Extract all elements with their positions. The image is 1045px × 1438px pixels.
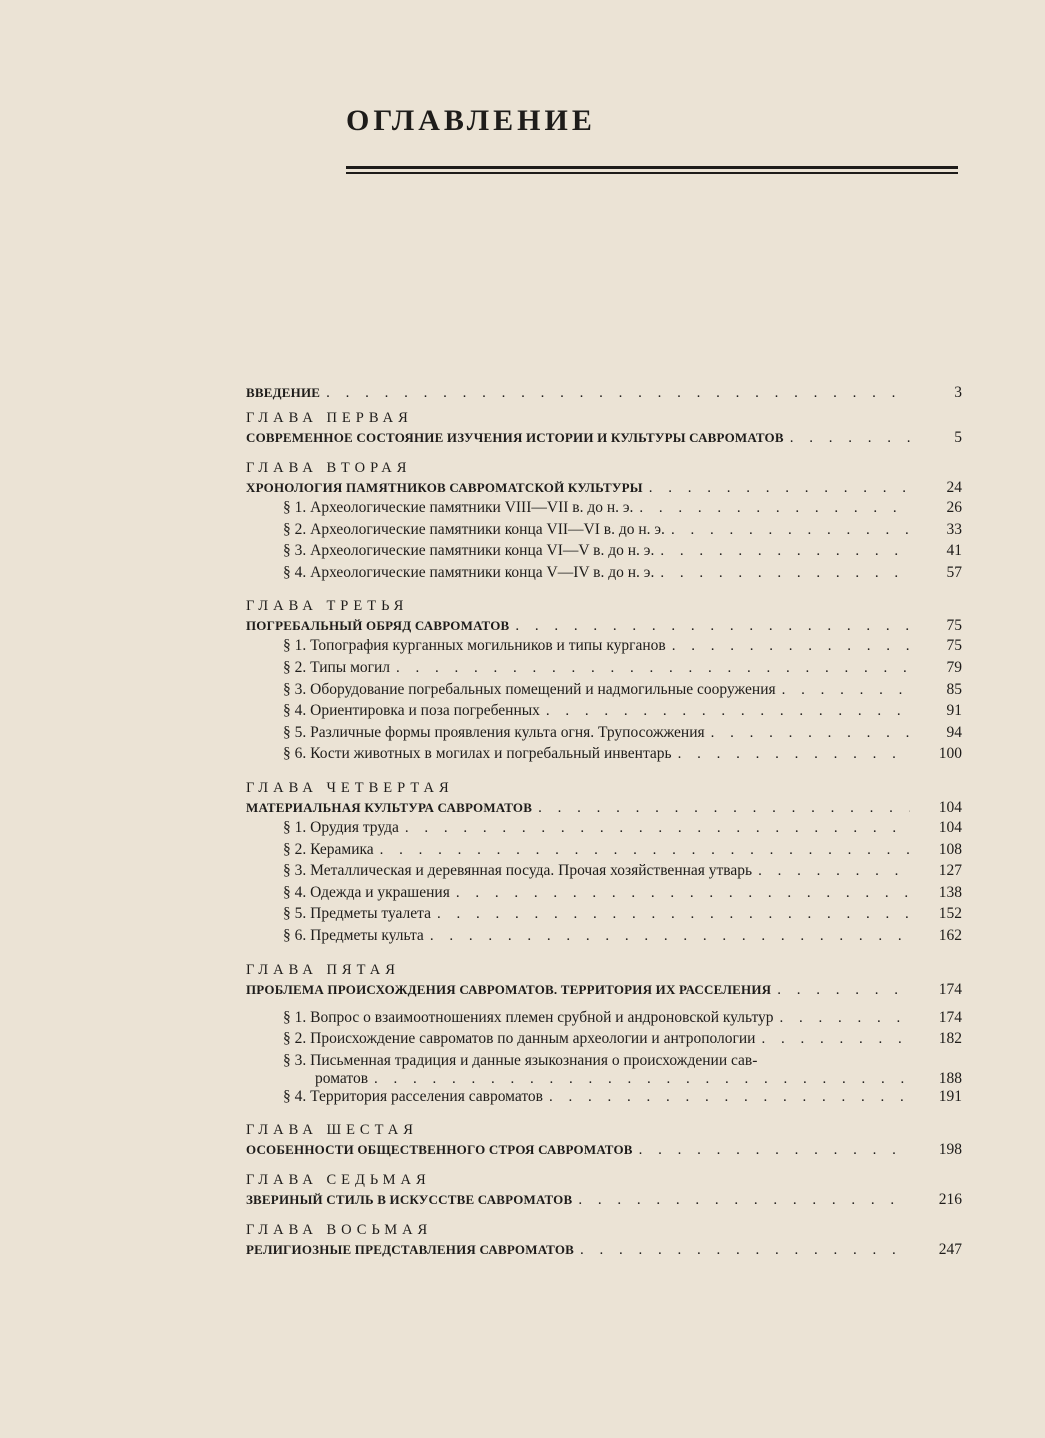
toc-entry-chapter[interactable] [246, 617, 962, 635]
toc-entry-section[interactable] [283, 724, 962, 746]
chapter-heading: ГЛАВА ПЕРВАЯ [246, 410, 413, 426]
chapter-5 [246, 962, 962, 1110]
title-rule-second [346, 172, 958, 174]
section-label: § 4. Ориентировка и поза погребенных [283, 702, 540, 720]
page-number: 85 [946, 680, 962, 698]
section-list [246, 1009, 962, 1110]
chapter-heading: ГЛАВА ТРЕТЬЯ [246, 598, 409, 615]
page-number: 33 [946, 520, 962, 538]
toc-entry-section[interactable] [283, 1030, 962, 1052]
dot-leader [450, 885, 910, 902]
chapter-heading: ГЛАВА ПЯТАЯ [246, 961, 400, 978]
section-label: § 1. Вопрос о взаимоотношениях племен срубной и андроновской культур [283, 1008, 774, 1026]
page-number: 75 [946, 637, 962, 655]
section-label: § 2. Происхождение савроматов по данным археологии и антропологии [283, 1030, 756, 1048]
toc-entry-section[interactable] [283, 1052, 962, 1088]
toc-entry-section[interactable] [283, 521, 962, 543]
section-label-continued: роматов [315, 1069, 369, 1087]
dot-leader [540, 703, 910, 720]
dot-leader [666, 638, 910, 655]
dot-leader [509, 618, 910, 635]
toc-entry-chapter[interactable] [246, 429, 962, 447]
page-number: 198 [938, 1141, 962, 1159]
chapter-heading: ГЛАВА ЧЕТВЕРТАЯ [246, 779, 454, 796]
page-number: 182 [938, 1030, 962, 1048]
page-number: 79 [946, 658, 962, 676]
page-number: 174 [938, 980, 962, 998]
chapter-4 [246, 780, 962, 949]
dot-leader [672, 746, 910, 763]
section-label: § 3. Металлическая и деревянная посуда. Прочая хозяйственная утварь [283, 862, 753, 880]
section-label: § 3. Оборудование погребальных помещений и надмогильные сооружения [283, 680, 776, 698]
section-label: § 2. Керамика [283, 840, 374, 858]
chapter-2 [246, 460, 962, 585]
chapter-title: МАТЕРИАЛЬНАЯ КУЛЬТУРА САВРОМАТОВ [246, 799, 533, 815]
toc-entry-section[interactable] [283, 637, 962, 659]
section-label: § 5. Предметы туалета [283, 905, 431, 923]
intro-label: ВВЕДЕНИЕ [246, 385, 321, 400]
page-number: 41 [946, 542, 962, 560]
chapter-7 [246, 1172, 962, 1209]
toc-entry-section[interactable] [283, 1088, 962, 1110]
section-list [246, 819, 962, 949]
toc-entry-section[interactable] [283, 745, 962, 767]
chapter-6 [246, 1122, 962, 1159]
page-number: 108 [938, 840, 962, 858]
page-number: 104 [938, 798, 962, 816]
dot-leader [574, 1242, 910, 1259]
page-number: 191 [938, 1087, 962, 1105]
page-number: 24 [946, 479, 962, 496]
dot-leader [368, 1070, 910, 1088]
dot-leader [431, 906, 910, 923]
table-of-contents [246, 384, 962, 1272]
page-number: 91 [946, 702, 962, 720]
page-number: 188 [938, 1069, 962, 1087]
page-number: 57 [946, 563, 962, 581]
section-label: § 4. Территория расселения савроматов [283, 1087, 544, 1105]
toc-entry-chapter[interactable] [246, 1241, 962, 1259]
toc-entry-section[interactable] [283, 841, 962, 863]
dot-leader [633, 500, 910, 517]
chapter-title: ХРОНОЛОГИЯ ПАМЯТНИКОВ САВРОМАТСКОЙ КУЛЬТУРЫ [246, 480, 643, 495]
page-number: 94 [946, 723, 962, 741]
section-label: § 6. Предметы культа [283, 926, 424, 944]
section-label: § 4. Одежда и украшения [283, 883, 450, 901]
dot-leader [771, 982, 910, 999]
toc-entry-section[interactable] [283, 905, 962, 927]
dot-leader [774, 1010, 910, 1027]
page-number: 127 [938, 862, 962, 880]
chapter-8 [246, 1222, 962, 1259]
section-label: § 4. Археологические памятники конца V—IV в. до н. э. [283, 563, 655, 581]
chapter-heading: ГЛАВА ШЕСТАЯ [246, 1122, 418, 1139]
chapter-title: РЕЛИГИОЗНЫЕ ПРЕДСТАВЛЕНИЯ САВРОМАТОВ [246, 1242, 575, 1258]
chapter-heading: ГЛАВА СЕДЬМАЯ [246, 1172, 431, 1189]
chapter-title: ЗВЕРИНЫЙ СТИЛЬ В ИСКУССТВЕ САВРОМАТОВ [246, 1192, 573, 1208]
toc-entry-section[interactable] [283, 564, 962, 586]
dot-leader [665, 522, 910, 539]
toc-entry-chapter[interactable] [246, 1141, 962, 1159]
dot-leader [543, 1089, 910, 1106]
toc-entry-section[interactable] [283, 681, 962, 703]
toc-entry-chapter[interactable] [246, 799, 962, 817]
page-title: ОГЛАВЛЕНИЕ [346, 104, 596, 137]
section-label: § 1. Топография курганных могильников и типы курганов [283, 637, 666, 655]
page-number: 247 [938, 1241, 962, 1259]
dot-leader [654, 543, 910, 560]
page-number: 3 [954, 384, 962, 401]
toc-entry-section[interactable] [283, 884, 962, 906]
toc-entry-intro[interactable] [246, 384, 962, 402]
dot-leader [784, 430, 910, 447]
chapter-title: СОВРЕМЕННОЕ СОСТОЯНИЕ ИЗУЧЕНИЯ ИСТОРИИ И КУЛЬТУРЫ САВРОМАТОВ [246, 430, 784, 445]
dot-leader [633, 1142, 910, 1159]
dot-leader [390, 660, 910, 677]
page-number: 174 [938, 1008, 962, 1026]
dot-leader [572, 1192, 910, 1209]
page-number: 138 [938, 883, 962, 901]
toc-entry-section[interactable] [283, 659, 962, 681]
dot-leader [752, 863, 910, 880]
toc-entry-section[interactable] [283, 499, 962, 521]
section-list [246, 637, 962, 767]
section-label: § 2. Археологические памятники конца VII—VI в. до н. э. [283, 520, 665, 538]
section-label: § 1. Археологические памятники VIII—VII в. до н. э. [283, 499, 634, 516]
dot-leader [320, 385, 910, 402]
section-list [246, 499, 962, 585]
page-number: 100 [938, 745, 962, 763]
toc-entry-section[interactable] [283, 819, 962, 841]
page-number: 5 [954, 429, 962, 446]
section-label: § 3. Археологические памятники конца VI—V в. до н. э. [283, 542, 655, 560]
page-number: 75 [946, 617, 962, 635]
dot-leader [399, 820, 910, 837]
dot-leader [705, 725, 910, 742]
page-number: 104 [938, 818, 962, 836]
section-label: § 5. Различные формы проявления культа огня. Трупосожжения [283, 723, 705, 741]
toc-entry-chapter[interactable] [246, 479, 962, 497]
page-number: 162 [938, 926, 962, 944]
toc-entry-chapter[interactable] [246, 1191, 962, 1209]
dot-leader [776, 682, 910, 699]
section-label: § 6. Кости животных в могилах и погребальный инвентарь [283, 745, 672, 763]
toc-entry-section[interactable] [283, 1009, 962, 1031]
dot-leader [755, 1031, 910, 1048]
dot-leader [654, 565, 910, 582]
dot-leader [374, 842, 910, 859]
page-number: 26 [946, 499, 962, 516]
chapter-3 [246, 598, 962, 767]
section-label: § 2. Типы могил [283, 658, 391, 676]
chapter-title: ОСОБЕННОСТИ ОБЩЕСТВЕННОГО СТРОЯ САВРОМАТОВ [246, 1142, 633, 1158]
chapter-heading: ГЛАВА ВТОРАЯ [246, 460, 412, 476]
toc-entry-section[interactable] [283, 542, 962, 564]
chapter-1 [246, 410, 962, 447]
chapter-title: ПРОБЛЕМА ПРОИСХОЖДЕНИЯ САВРОМАТОВ. ТЕРРИТОРИЯ ИХ РАССЕЛЕНИЯ [246, 981, 772, 997]
title-rule [346, 166, 958, 169]
toc-entry-chapter[interactable] [246, 981, 962, 999]
chapter-title: ПОГРЕБАЛЬНЫЙ ОБРЯД САВРОМАТОВ [246, 618, 510, 634]
chapter-heading: ГЛАВА ВОСЬМАЯ [246, 1222, 433, 1239]
toc-entry-section[interactable] [283, 702, 962, 724]
dot-leader [643, 480, 910, 497]
dot-leader [532, 800, 910, 817]
dot-leader [424, 928, 910, 945]
page-number: 152 [938, 905, 962, 923]
section-label: § 3. Письменная традиция и данные языкознания о происхождении сав- [283, 1051, 758, 1069]
toc-entry-section[interactable] [283, 862, 962, 884]
toc-entry-section[interactable] [283, 927, 962, 949]
section-label: § 1. Орудия труда [283, 818, 399, 836]
page-number: 216 [938, 1191, 962, 1209]
